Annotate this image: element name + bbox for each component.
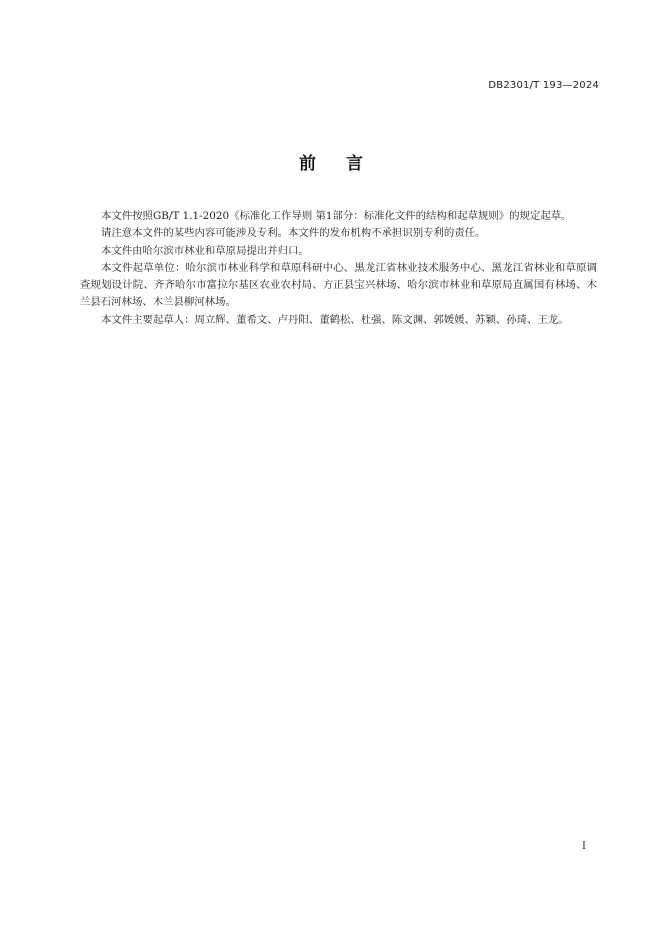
- document-code: DB2301/T 193—2024: [488, 80, 599, 91]
- paragraph-proposer: 本文件由哈尔滨市林业和草原局提出并归口。: [101, 244, 309, 257]
- paragraph-patent-notice: 请注意本文件的某些内容可能涉及专利。本文件的发布机构不承担识别专利的责任。: [101, 227, 486, 240]
- page-number: I: [582, 841, 586, 852]
- paragraph-drafting-basis: 本文件按照GB/T 1.1-2020《标准化工作导则 第1部分：标准化文件的结构和起草规则》的规定起草。: [101, 210, 572, 222]
- page-title: 前言: [299, 154, 393, 174]
- paragraph-drafting-units: 本文件起草单位：哈尔滨市林业科学和草原科研中心、黑龙江省林业技术服务中心、黑龙江省林业和草原调查规划设计院、齐齐哈尔市富拉尔基区农业农村局、方正县宝兴林场、哈尔滨市林业和草原局直属国有林场、木兰县石河林场、木兰县柳河林场。: [80, 261, 597, 309]
- foreword-body: [80, 208, 597, 329]
- paragraph-drafters: 本文件主要起草人：周立辉、董希文、卢丹阳、董鹤松、杜强、陈文渊、郭媛媛、苏颖、孙琦、王龙。: [101, 313, 569, 326]
